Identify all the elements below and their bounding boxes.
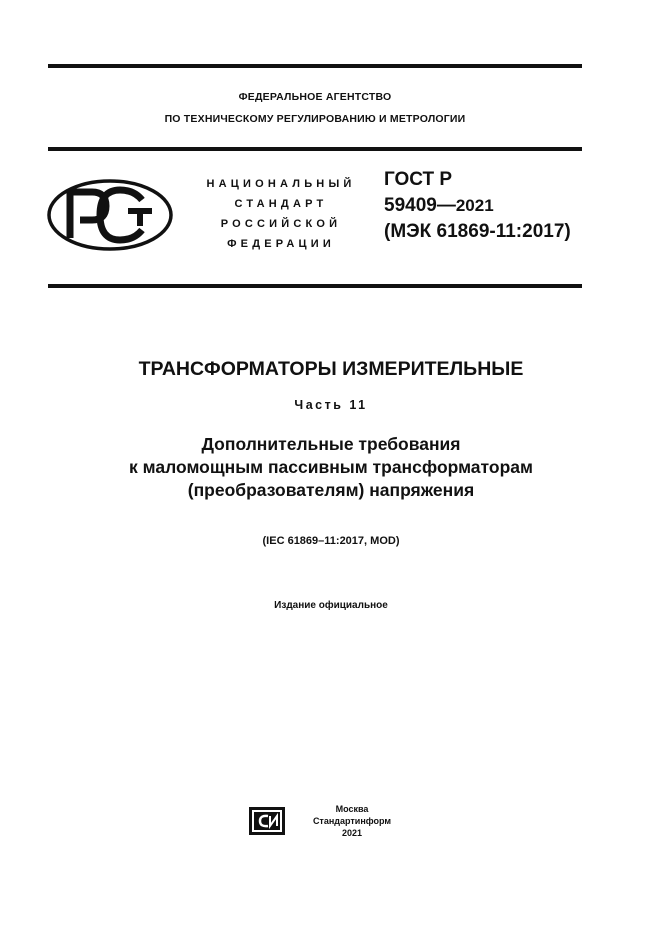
gost-year: 2021 — [455, 196, 494, 215]
agency-line-1: ФЕДЕРАЛЬНОЕ АГЕНТСТВО — [238, 91, 392, 103]
national-standard-line-2: СТАНДАРТ — [234, 198, 328, 210]
iec-mod-reference: (IEC 61869–11:2017, MOD) — [262, 535, 400, 547]
subtitle-line-3: (преобразователям) напряжения — [187, 480, 475, 500]
publisher-year: 2021 — [341, 828, 363, 838]
national-standard-line-3: РОССИЙСКОЙ — [220, 218, 342, 230]
document-subtitle — [48, 433, 614, 502]
national-standard-label — [186, 174, 376, 254]
subtitle-line-2: к маломощным пассивным трансформаторам — [129, 457, 533, 477]
publisher-city: Москва — [335, 804, 369, 814]
publisher-name: Стандартинформ — [312, 816, 392, 826]
middle-rule — [48, 147, 582, 151]
part-number: Часть 11 — [294, 398, 368, 412]
gost-number: 59409— — [384, 195, 456, 216]
edition-label: Издание официальное — [274, 600, 388, 611]
publisher-info — [312, 803, 392, 839]
bottom-rule — [48, 284, 582, 288]
rst-logo-icon — [46, 178, 174, 252]
national-standard-line-4: ФЕДЕРАЦИИ — [227, 238, 335, 250]
gost-prefix: ГОСТ Р — [384, 169, 453, 190]
standard-designation — [384, 167, 571, 245]
standartinform-logo-icon — [248, 806, 286, 836]
gost-number-line — [384, 193, 571, 219]
document-title: ТРАНСФОРМАТОРЫ ИЗМЕРИТЕЛЬНЫЕ — [138, 358, 524, 380]
iec-reference: (МЭК 61869-11:2017) — [384, 221, 571, 242]
national-standard-line-1: НАЦИОНАЛЬНЫЙ — [206, 178, 356, 190]
top-rule — [48, 64, 582, 68]
agency-line-2: ПО ТЕХНИЧЕСКОМУ РЕГУЛИРОВАНИЮ И МЕТРОЛОГИИ — [164, 113, 466, 125]
subtitle-line-1: Дополнительные требования — [201, 434, 461, 454]
